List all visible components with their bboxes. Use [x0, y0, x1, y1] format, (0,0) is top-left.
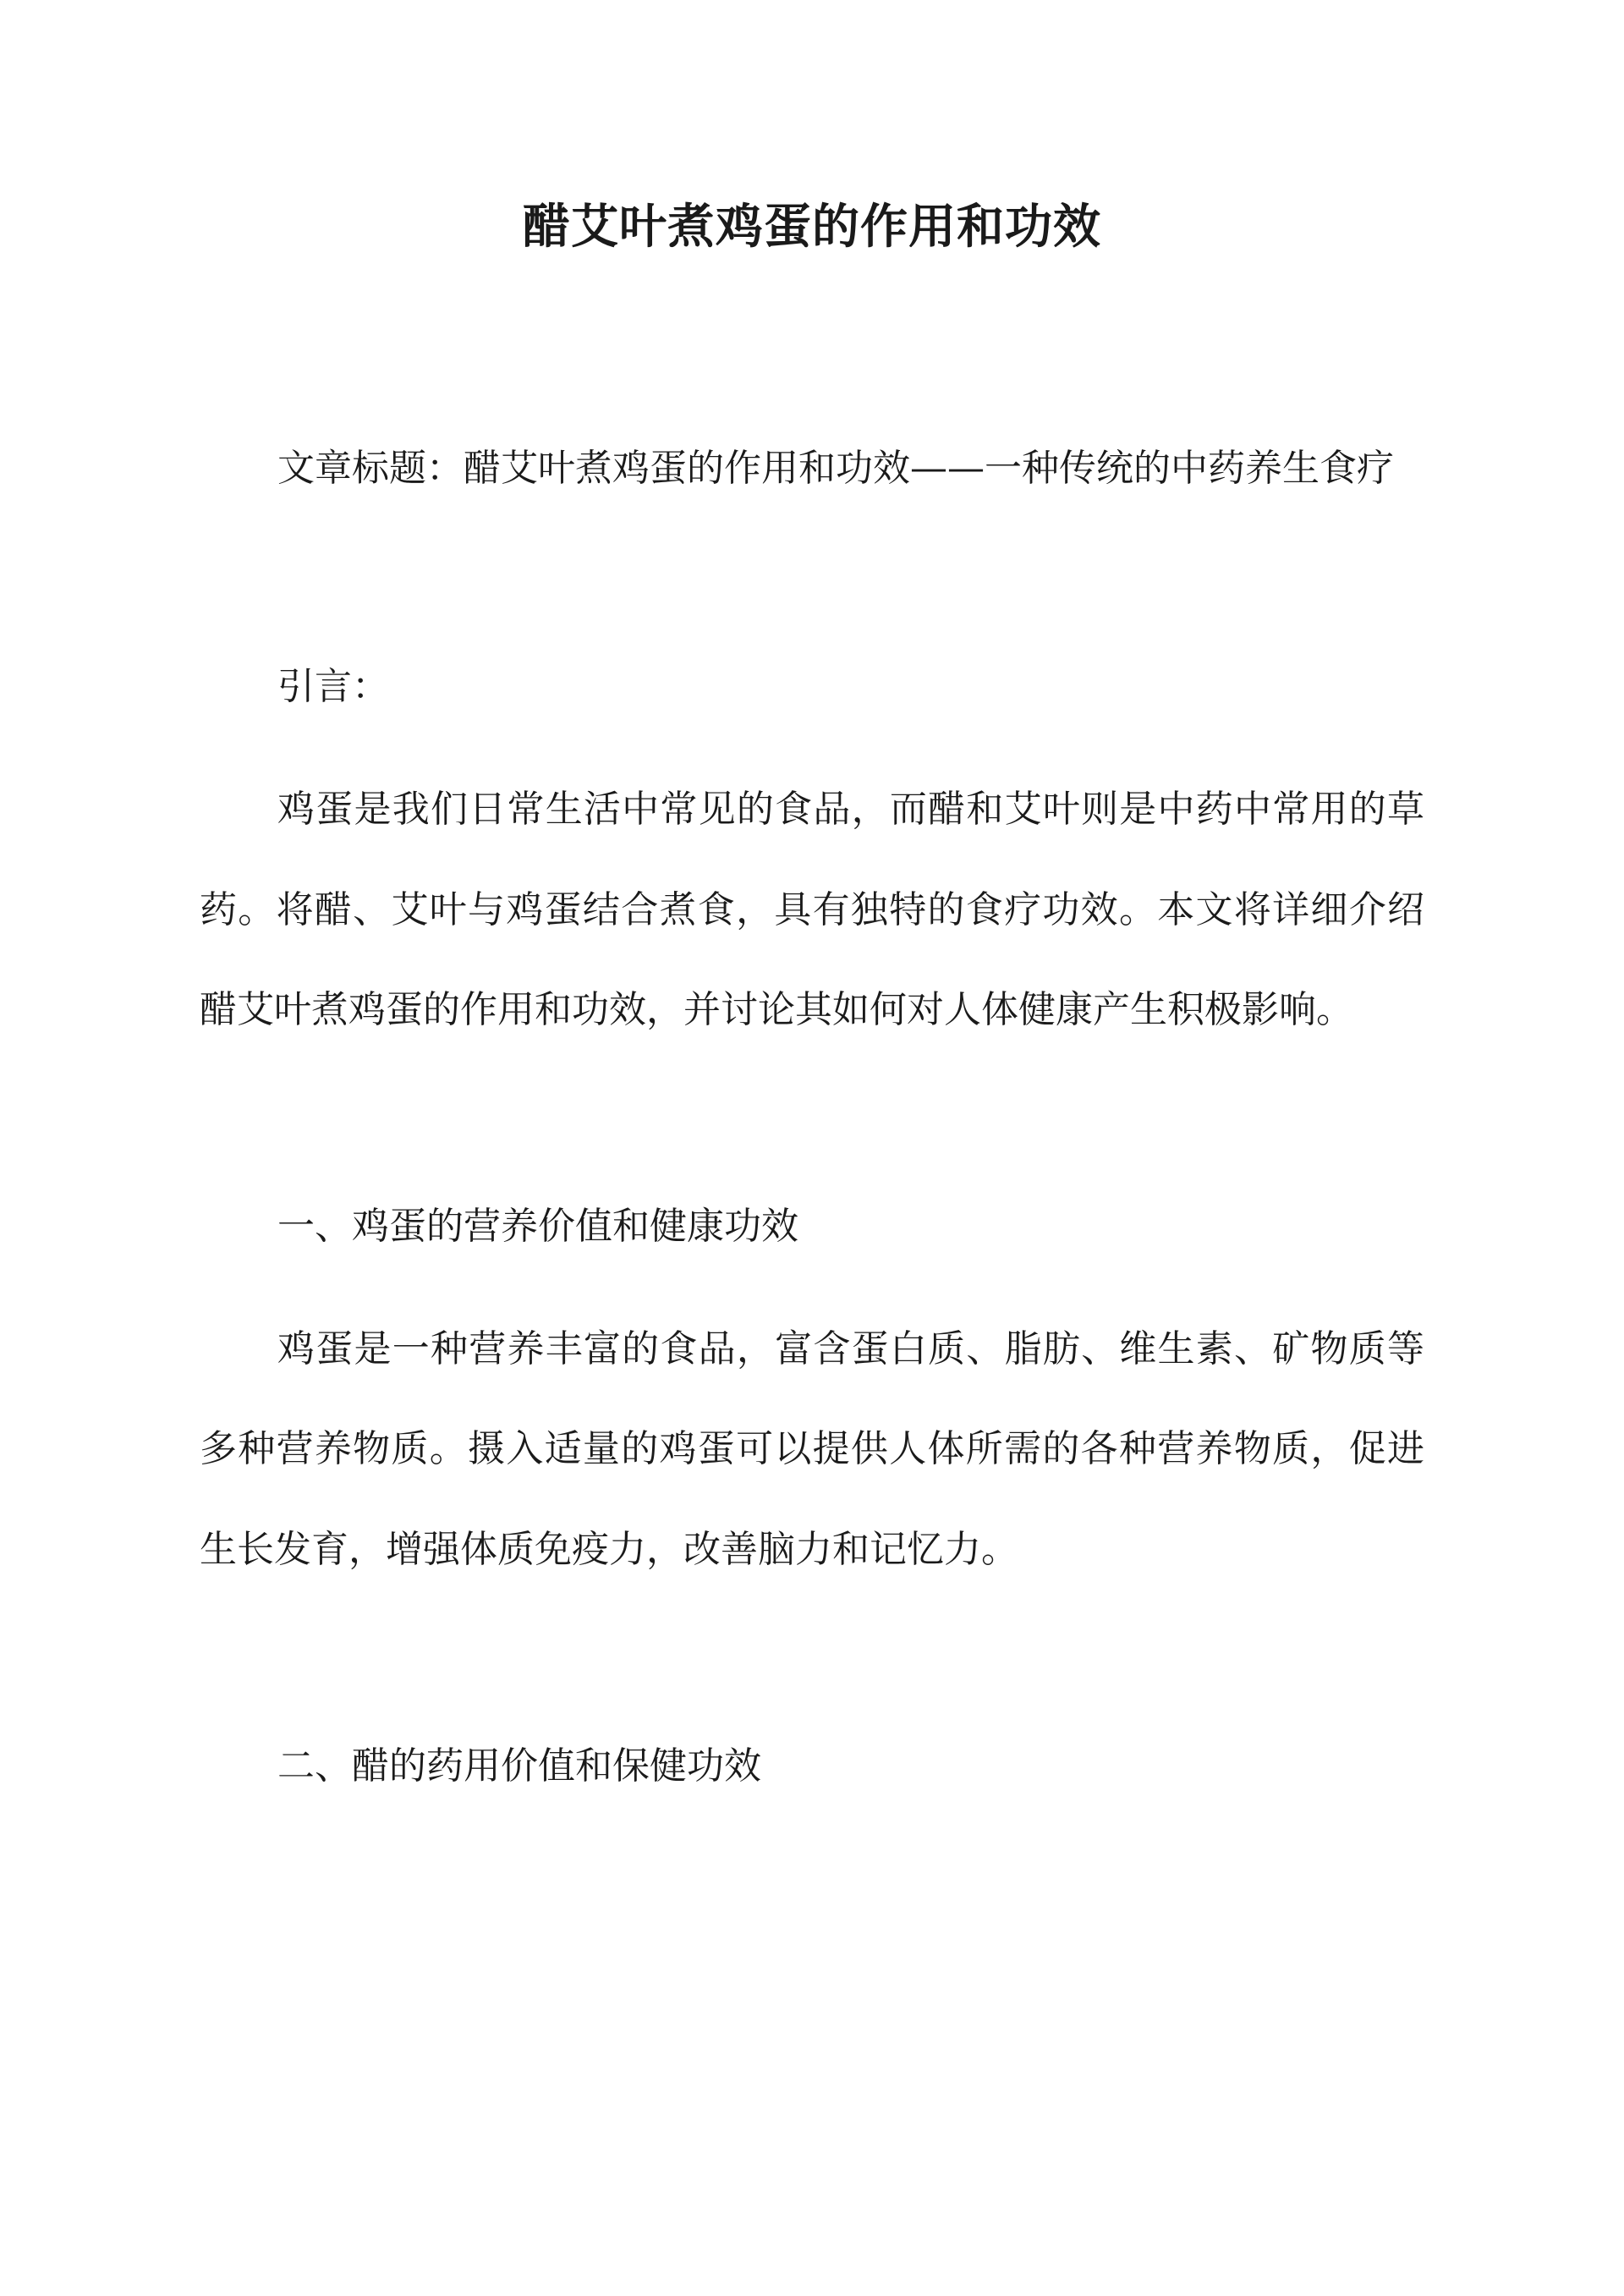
section1-paragraph-line: 鸡蛋是一种营养丰富的食品，富含蛋白质、脂肪、维生素、矿物质等	[277, 1327, 1424, 1370]
section2-heading: 二、醋的药用价值和保健功效	[277, 1744, 761, 1788]
intro-paragraph-line: 鸡蛋是我们日常生活中常见的食品，而醋和艾叶则是中药中常用的草	[277, 788, 1424, 831]
section1-paragraph-line: 生长发育，增强体质免疫力，改善脑力和记忆力。	[200, 1528, 1018, 1571]
section1-heading: 一、鸡蛋的营养价值和健康功效	[277, 1205, 798, 1248]
article-title-line: 文章标题：醋艾叶煮鸡蛋的作用和功效——一种传统的中药养生食疗	[277, 447, 1394, 490]
intro-paragraph-line: 药。将醋、艾叶与鸡蛋结合煮食，具有独特的食疗功效。本文将详细介绍	[200, 888, 1424, 931]
document-title: 醋艾叶煮鸡蛋的作用和功效	[523, 199, 1101, 255]
section1-paragraph-line: 多种营养物质。摄入适量的鸡蛋可以提供人体所需的各种营养物质，促进	[200, 1427, 1424, 1470]
intro-heading: 引言：	[277, 665, 389, 708]
intro-paragraph-line: 醋艾叶煮鸡蛋的作用和功效，并讨论其如何对人体健康产生积极影响。	[200, 988, 1353, 1031]
